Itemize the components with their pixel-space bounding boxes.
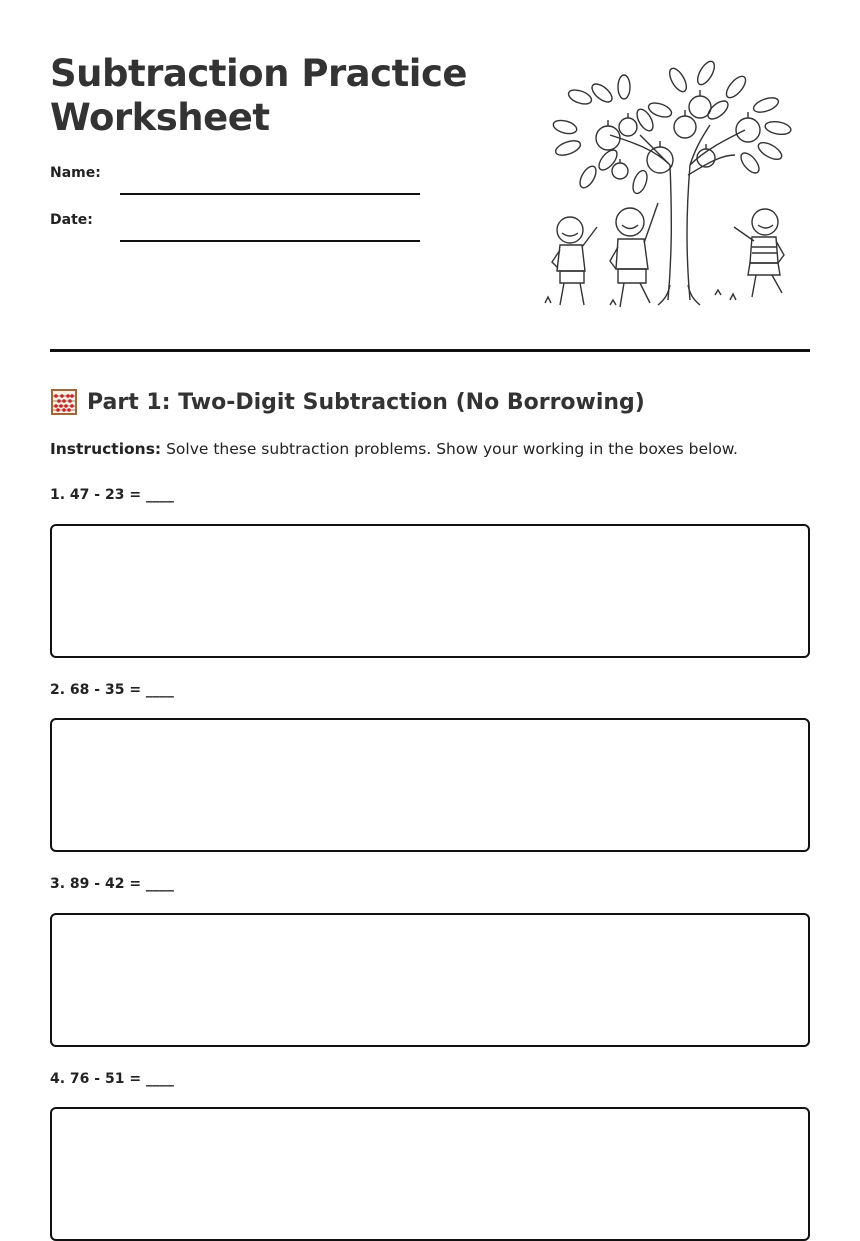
leaves	[552, 59, 792, 196]
date-label: Date:	[50, 212, 93, 228]
instructions-label: Instructions:	[50, 440, 162, 458]
problem-3-label: 3. 89 - 42 = ____	[50, 876, 174, 892]
problem-1-label: 1. 47 - 23 = ____	[50, 487, 174, 503]
instructions	[50, 440, 738, 458]
title-line-1: Subtraction Practice	[50, 52, 467, 95]
name-field[interactable]	[120, 193, 420, 195]
problem-1-work-box[interactable]	[50, 524, 810, 658]
apple-tree-children-illustration	[540, 55, 810, 325]
worksheet-header	[50, 0, 810, 352]
header-divider	[50, 349, 810, 352]
abacus-icon	[50, 388, 78, 416]
page-title	[50, 52, 467, 140]
section-title	[50, 388, 645, 416]
instructions-text: Solve these subtraction problems. Show your working in the boxes below.	[161, 440, 738, 458]
child-left	[552, 217, 597, 305]
section-title-text: Part 1: Two-Digit Subtraction (No Borrowing)	[87, 389, 645, 415]
name-field-row	[50, 165, 420, 181]
problem-3-work-box[interactable]	[50, 913, 810, 1047]
date-field[interactable]	[120, 240, 420, 242]
worksheet-page	[50, 0, 810, 1087]
problem-2-work-box[interactable]	[50, 718, 810, 852]
child-middle	[610, 203, 658, 307]
name-label: Name:	[50, 165, 101, 181]
problem-2-label: 2. 68 - 35 = ____	[50, 682, 174, 698]
child-right	[734, 209, 784, 297]
date-field-row	[50, 212, 420, 228]
problem-4-label: 4. 76 - 51 = ____	[50, 1071, 174, 1087]
problem-4-work-box[interactable]	[50, 1107, 810, 1241]
title-line-2: Worksheet	[50, 96, 270, 139]
